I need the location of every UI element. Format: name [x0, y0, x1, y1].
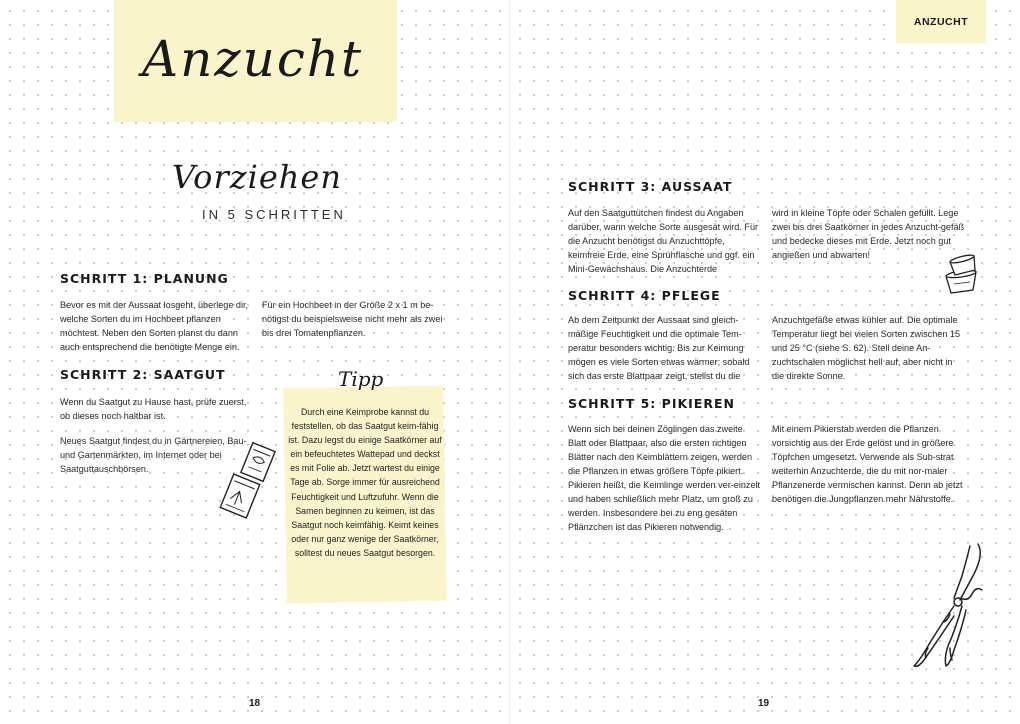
step3-heading: SCHRITT 3: AUSSAAT — [568, 179, 733, 194]
step4-text-col2: Anzuchtgefäße etwas kühler auf. Die optimale Temperatur liegt bei vielen Sorten zwischen 15 und 25 °C (siehe S. 62). Stell deine An-zuchtschalen möglichst hell auf, aber nicht in die direkte Sonne. — [772, 315, 961, 381]
step3-text-col2: wird in kleine Töpfe oder Schalen gefüllt. Lege zwei bis drei Saatkörner in jedes Anzucht-gefäß und bedecke dieses mit Erde. Jetzt noch gut angießen und abwarten! — [772, 208, 965, 260]
section-caption: IN 5 SCHRITTEN — [202, 207, 346, 222]
pruning-shears-illustration — [908, 540, 990, 670]
step1-text-col1: Bevor es mit der Aussaat losgeht, überlege dir, welche Sorten du im Hochbeet pflanzen möchtest. Neben den Sorten planst du dann auch entsprechend die benötigte Menge ein. — [60, 300, 249, 352]
section-title: Vorziehen — [172, 158, 342, 196]
step5-heading: SCHRITT 5: PIKIEREN — [568, 396, 735, 411]
step4-heading: SCHRITT 4: PFLEGE — [568, 288, 721, 303]
step2-heading: SCHRITT 2: SAATGUT — [60, 367, 226, 382]
tip-text: Durch eine Keimprobe kannst du feststellen, ob das Saatgut keim-fähig ist. Dazu legst du einige Saatkörner auf ein befeuchtetes Wattepad und deckst es mit Folie ab. Jetzt wartest du einige Tage ab. Sorge immer für ausreichend Feuchtigkeit und Luftzufuhr. Wenn die Samen beginnen zu keimen, ist das Saatgut noch keimfähig. Keimt keines oder nur ganz wenige der Saatkörner, solltest du neues Saatgut besorgen. — [288, 407, 442, 558]
step5-text-col1: Wenn sich bei deinen Zöglingen das zweite Blatt oder Blattpaar, also die ersten richtigen Blätter nach den Keimblättern zeigen, werden die Pflanzen in etwas größere Töpfe pikiert. Pikieren heißt, die Keimlinge werden ver-einzelt und haben schließlich mehr Platz, um groß zu werden. Insbesondere bei zu eng gesäten Pflänzchen ist das Pikieren notwendig. — [568, 424, 761, 532]
step4-text-col1: Ab dem Zeitpunkt der Aussaat sind gleich-mäßige Feuchtigkeit und die optimale Tem-peratur besonders wichtig. Bis zur Keimung mögen es viele Sorten etwas wärmer; sobald sich das erste Blattpaar zeigt, stellst du die — [568, 315, 750, 381]
stacked-pots-illustration — [940, 250, 984, 294]
tip-label: Tipp — [338, 367, 384, 391]
step2-text-p1: Wenn du Saatgut zu Hause hast, prüfe zuerst, ob dieses noch haltbar ist. — [60, 397, 247, 421]
book-gutter — [509, 0, 511, 724]
page-number-left: 18 — [249, 698, 261, 709]
chapter-tab: ANZUCHT — [896, 0, 986, 43]
step3-text-col1: Auf den Saatguttütchen findest du Angaben darüber, wann welche Sorte ausgesät wird. Für die Anzucht benötigst du Anzuchttöpfe, keimfreie Erde, eine Sprühflasche und ggf. ein Mini-Gewächshaus. Die Anzuchterde — [568, 208, 759, 274]
step1-heading: SCHRITT 1: PLANUNG — [60, 271, 229, 286]
page-number-right: 19 — [758, 698, 770, 709]
step1-text-col2: Für ein Hochbeet in der Größe 2 x 1 m be-nötigst du beispielsweise nicht mehr als zwei bis drei Tomatenpflanzen. — [262, 300, 443, 338]
step2-text-p2: Neues Saatgut findest du in Gärtnereien, Bau- und Gartenmärkten, im Internet oder bei Saatguttauschbörsen. — [60, 436, 247, 474]
page-title: Anzucht — [142, 30, 364, 88]
step5-text-col2: Mit einem Pikierstab werden die Pflanzen vorsichtig aus der Erde gelöst und in größere Töpfchen umgesetzt. Verwende als Sub-strat weiterhin Anzuchterde, die du mit nor-maler Pflanzenerde vermischen kannst. Denn ab jetzt benötigen die Jungpflanzen mehr Nährstoffe. — [772, 424, 963, 504]
seed-packets-illustration — [216, 440, 280, 522]
